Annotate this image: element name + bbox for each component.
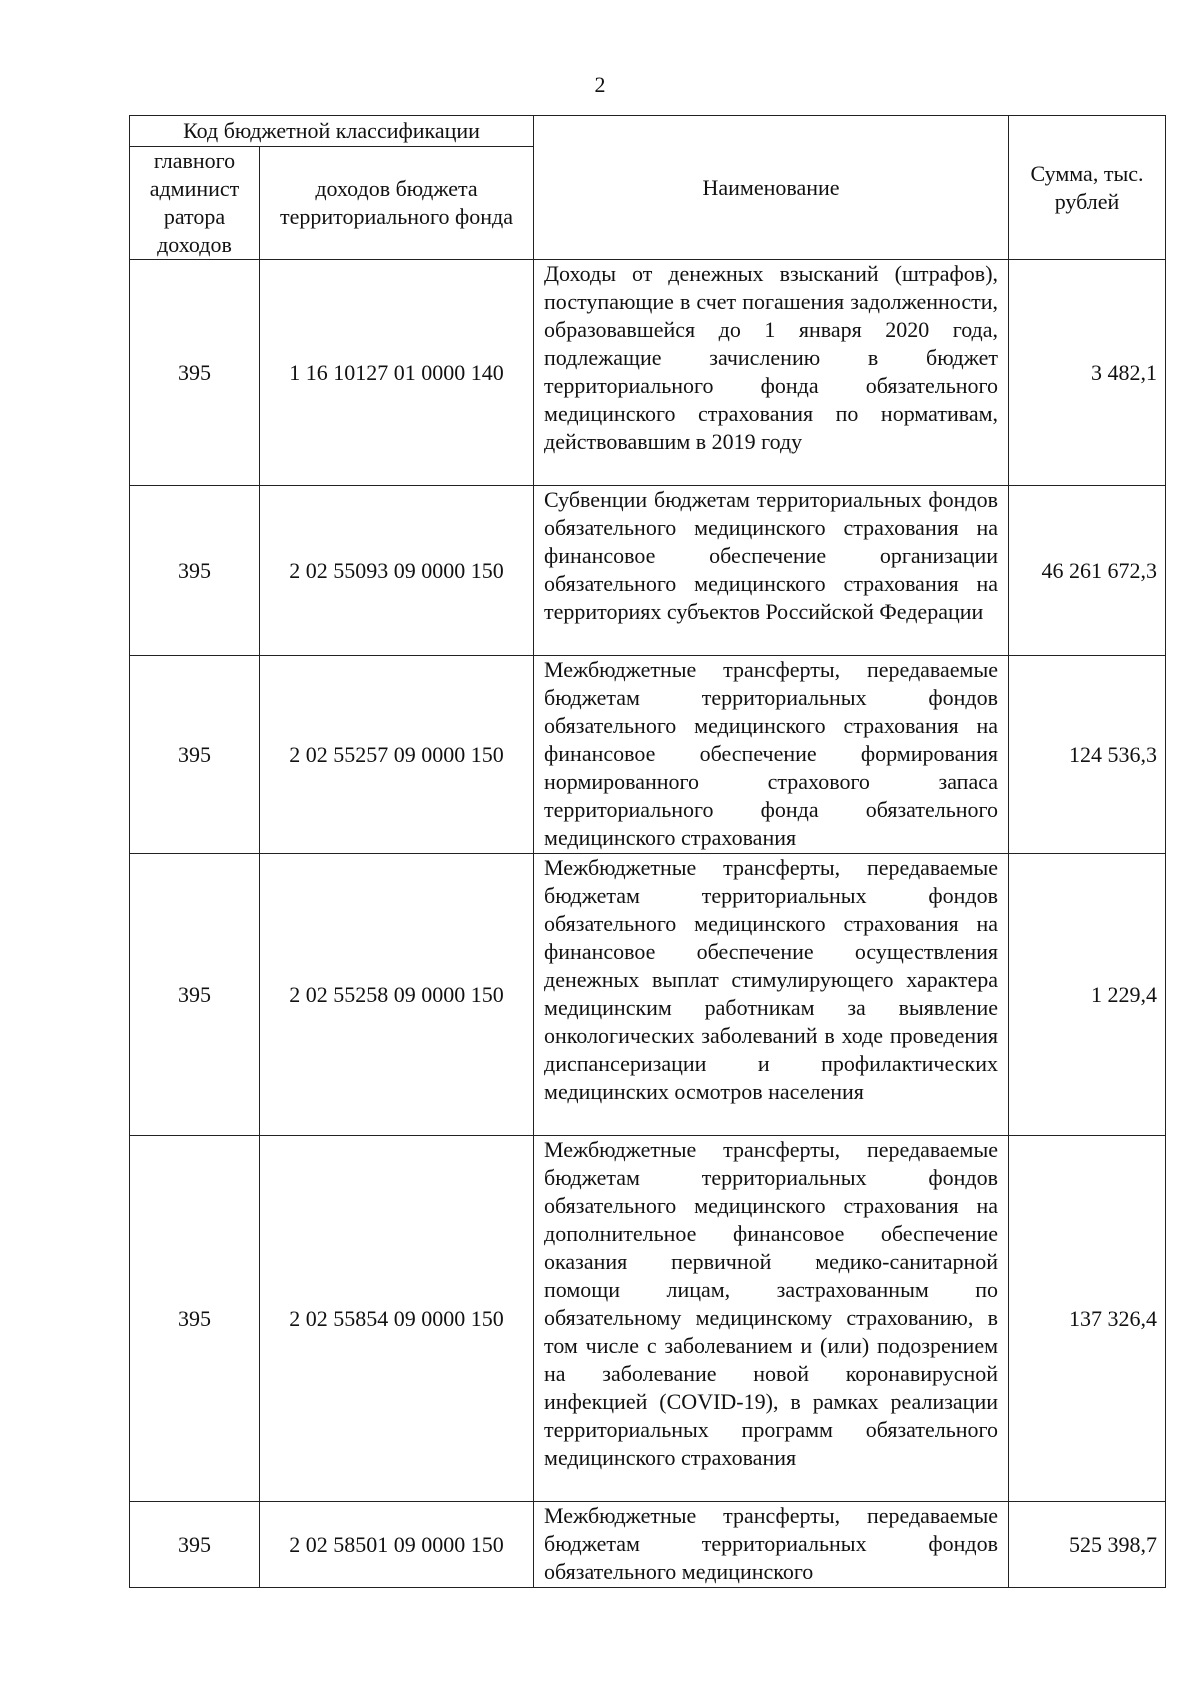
table-row bbox=[130, 486, 1166, 656]
cell-sum: 525 398,7 bbox=[1009, 1502, 1166, 1588]
cell-admin: 395 bbox=[130, 656, 260, 854]
cell-code: 2 02 55257 09 0000 150 bbox=[260, 656, 534, 854]
table-row bbox=[130, 1136, 1166, 1502]
header-name: Наименование bbox=[534, 116, 1009, 260]
cell-code: 2 02 55258 09 0000 150 bbox=[260, 854, 534, 1136]
header-sum: Сумма, тыс. рублей bbox=[1009, 116, 1166, 260]
cell-code: 2 02 58501 09 0000 150 bbox=[260, 1502, 534, 1588]
cell-sum: 3 482,1 bbox=[1009, 260, 1166, 486]
cell-admin: 395 bbox=[130, 854, 260, 1136]
cell-admin: 395 bbox=[130, 260, 260, 486]
header-code: доходов бюджета территориального фонда bbox=[260, 147, 534, 260]
cell-admin: 395 bbox=[130, 1502, 260, 1588]
table-row bbox=[130, 656, 1166, 854]
cell-admin: 395 bbox=[130, 486, 260, 656]
header-budget-classification: Код бюджетной классификации bbox=[130, 116, 534, 147]
table-row bbox=[130, 1502, 1166, 1588]
page-number: 2 bbox=[594, 72, 606, 97]
cell-name: Межбюджетные трансферты, передаваемые бюджетам территориальных фондов обязательного медицинского страхования на финансовое обеспечение осуществления денежных выплат стимулирующего характера медицинским работникам за выявление онкологических заболеваний в ходе проведения диспансеризации и профилактических медицинских осмотров населения bbox=[534, 854, 1009, 1136]
cell-code: 2 02 55854 09 0000 150 bbox=[260, 1136, 534, 1502]
cell-sum: 124 536,3 bbox=[1009, 656, 1166, 854]
table-row bbox=[130, 854, 1166, 1136]
table-row bbox=[130, 260, 1166, 486]
cell-code: 1 16 10127 01 0000 140 bbox=[260, 260, 534, 486]
cell-name: Межбюджетные трансферты, передаваемые бюджетам территориальных фондов обязательного медицинского страхования на дополнительное финансовое обеспечение оказания первичной медико-санитарной помощи лицам, застрахованным по обязательному медицинскому страхованию, в том числе с заболеванием и (или) подозрением на заболевание новой коронавирусной инфекцией (COVID-19), в рамках реализации территориальных программ обязательного медицинского страхования bbox=[534, 1136, 1009, 1502]
cell-name: Доходы от денежных взысканий (штрафов), поступающие в счет погашения задолженности, образовавшейся до 1 января 2020 года, подлежащие зачислению в бюджет территориального фонда обязательного медицинского страхования по нормативам, действовавшим в 2019 году bbox=[534, 260, 1009, 486]
cell-sum: 137 326,4 bbox=[1009, 1136, 1166, 1502]
cell-code: 2 02 55093 09 0000 150 bbox=[260, 486, 534, 656]
budget-classification-table bbox=[129, 115, 1166, 1588]
cell-name: Межбюджетные трансферты, передаваемые бюджетам территориальных фондов обязательного медицинского bbox=[534, 1502, 1009, 1588]
cell-name: Субвенции бюджетам территориальных фондов обязательного медицинского страхования на финансовое обеспечение организации обязательного медицинского страхования на территориях субъектов Российской Федерации bbox=[534, 486, 1009, 656]
cell-sum: 1 229,4 bbox=[1009, 854, 1166, 1136]
cell-admin: 395 bbox=[130, 1136, 260, 1502]
cell-name: Межбюджетные трансферты, передаваемые бюджетам территориальных фондов обязательного медицинского страхования на финансовое обеспечение формирования нормированного страхового запаса территориального фонда обязательного медицинского страхования bbox=[534, 656, 1009, 854]
header-admin: главного админист ратора доходов bbox=[130, 147, 260, 260]
cell-sum: 46 261 672,3 bbox=[1009, 486, 1166, 656]
